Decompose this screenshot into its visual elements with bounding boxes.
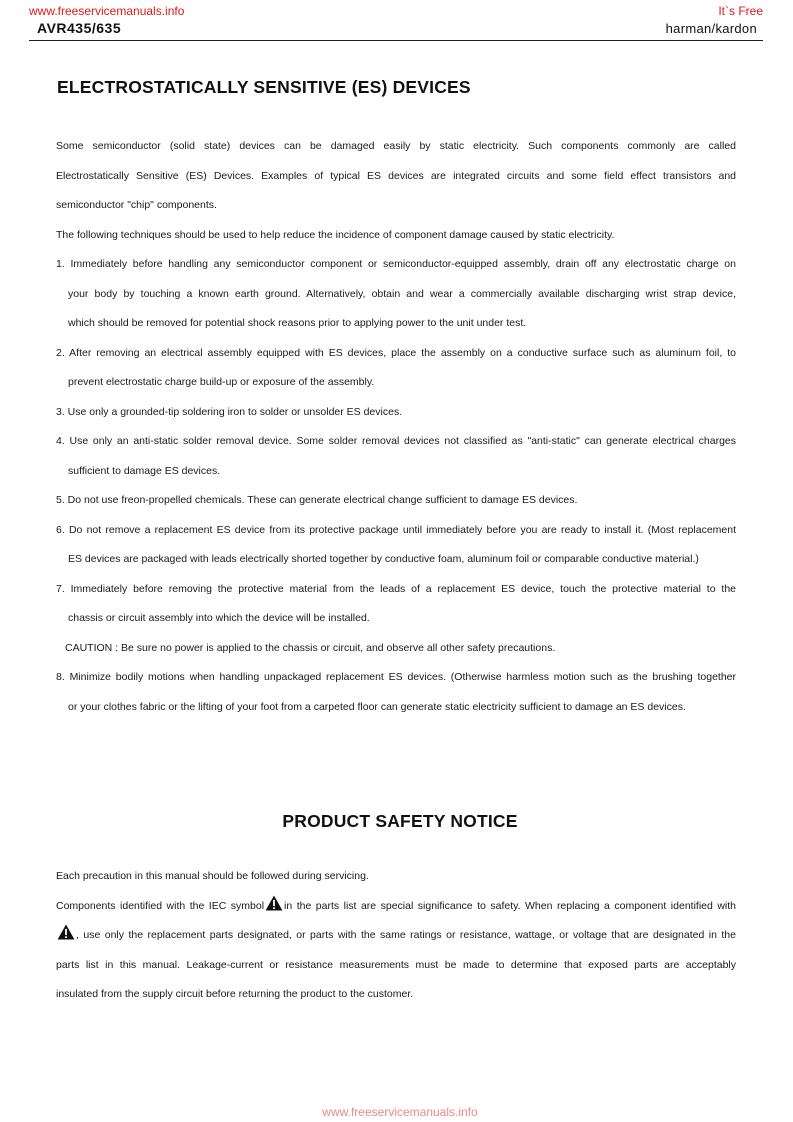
list-item-line: 7. Immediately before removing the protective material from the leads of a replacement ES device, touch the protective material to the <box>56 582 736 595</box>
safety-line-text: , use only the replacement parts designated, or parts with the same ratings or resistance, wattage, or voltage that are designated in the <box>76 929 736 941</box>
list-item-line: which should be removed for potential shock reasons prior to applying power to the unit under test. <box>68 317 527 329</box>
header-tagline: It`s Free <box>718 4 763 18</box>
header-site-link[interactable]: www.freeservicemanuals.info <box>29 4 185 18</box>
model-number: AVR435/635 <box>37 20 122 36</box>
safety-line: insulated from the supply circuit before returning the product to the customer. <box>56 988 414 1000</box>
es-intro-line: Electrostatically Sensitive (ES) Devices. Examples of typical ES devices are integrated circuits and some field effect transistors and <box>56 169 736 182</box>
list-item-line: your body by touching a known earth ground. Alternatively, obtain and wear a commercially available discharging wrist strap device, <box>68 287 736 300</box>
list-item-line: ES devices are packaged with leads electrically shorted together by conductive foam, aluminum foil or comparable conductive material.) <box>68 553 699 565</box>
safety-section-title: PRODUCT SAFETY NOTICE <box>282 811 518 831</box>
brand-name: harman/kardon <box>665 21 757 36</box>
list-item-line: 6. Do not remove a replacement ES device from its protective package until immediately before you are ready to install it. (Most replacement <box>56 523 736 536</box>
es-intro-line: semiconductor "chip" components. <box>56 199 217 211</box>
list-item-line: chassis or circuit assembly into which the device will be installed. <box>68 612 370 624</box>
list-item <box>56 575 736 634</box>
list-item-line: 4. Use only an anti-static solder removal device. Some solder removal devices not classified as "anti-static" can generate electrical charges <box>56 435 736 447</box>
list-item-line: sufficient to damage ES devices. <box>68 464 221 477</box>
list-item <box>56 339 736 398</box>
caution-note: CAUTION : Be sure no power is applied to the chassis or circuit, and observe all other safety precautions. <box>65 641 556 654</box>
safety-section-body <box>56 862 736 1010</box>
list-item-line: 1. Immediately before handling any semiconductor component or semiconductor-equipped assembly, drain off any electrostatic charge on <box>56 258 736 270</box>
es-section-body <box>56 132 736 722</box>
header-divider <box>29 40 763 41</box>
list-item <box>56 398 736 428</box>
es-intro-line: The following techniques should be used to help reduce the incidence of component damage caused by static electricity. <box>56 228 615 241</box>
list-item-line: 3. Use only a grounded-tip soldering iron to solder or unsolder ES devices. <box>56 405 403 418</box>
safety-line <box>56 921 736 951</box>
list-item <box>56 250 736 339</box>
list-item <box>56 516 736 575</box>
warning-triangle-icon <box>265 895 283 911</box>
safety-line: Each precaution in this manual should be followed during servicing. <box>56 870 369 882</box>
list-item-line: or your clothes fabric or the lifting of your foot from a carpeted floor can generate static electricity sufficient to damage an ES devices. <box>68 700 686 713</box>
safety-line-text: in the parts list are special significance to safety. When replacing a component identified with <box>284 899 736 912</box>
list-item-line: 5. Do not use freon-propelled chemicals. These can generate electrical change sufficient to damage ES devices. <box>56 494 578 506</box>
safety-line <box>56 892 736 922</box>
footer-site-link[interactable]: www.freeservicemanuals.info <box>322 1105 478 1119</box>
list-item-line: 2. After removing an electrical assembly equipped with ES devices, place the assembly on a conductive surface such as aluminum foil, to <box>56 346 736 359</box>
list-item <box>56 663 736 722</box>
safety-line-text: Components identified with the IEC symbol <box>56 899 265 912</box>
list-item <box>56 486 736 516</box>
warning-triangle-icon <box>57 924 75 940</box>
es-section-title: ELECTROSTATICALLY SENSITIVE (ES) DEVICES <box>57 77 471 97</box>
safety-line: parts list in this manual. Leakage-current or resistance measurements must be made to determine that exposed parts are acceptably <box>56 958 736 971</box>
es-intro-line: Some semiconductor (solid state) devices can be damaged easily by static electricity. Such components commonly are called <box>56 140 736 152</box>
list-item-line: 8. Minimize bodily motions when handling unpackaged replacement ES devices. (Otherwise harmless motion such as the brushing together <box>56 671 736 683</box>
list-item-line: prevent electrostatic charge build-up or exposure of the assembly. <box>68 376 375 388</box>
list-item <box>56 427 736 486</box>
